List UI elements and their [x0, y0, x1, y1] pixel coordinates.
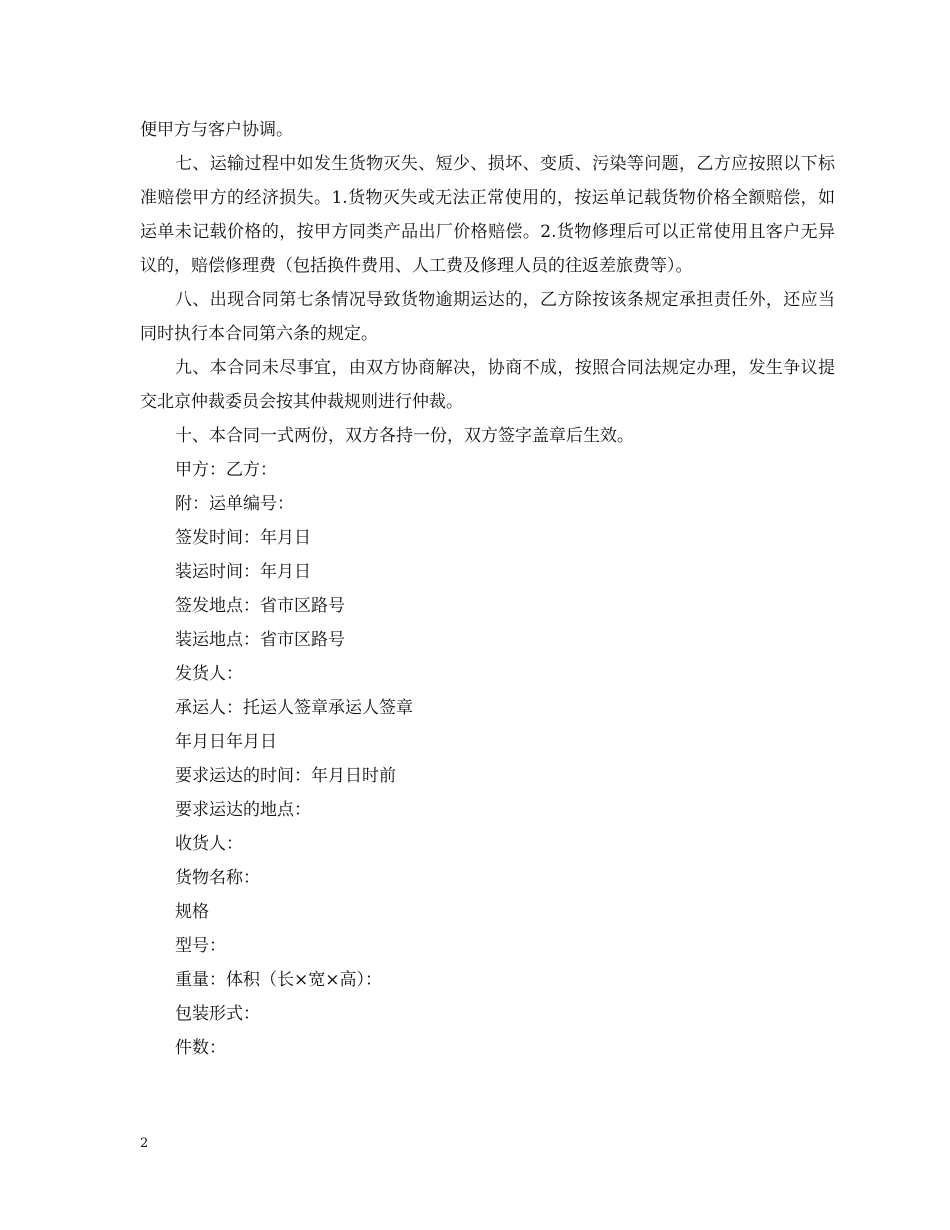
- clause-9: 九、本合同未尽事宜，由双方协商解决，协商不成，按照合同法规定办理，发生争议提交北京仲裁委员会按其仲裁规则进行仲裁。: [140, 358, 835, 412]
- field-carrier: 承运人：托运人签章承运人签章: [175, 698, 413, 718]
- field-packaging: 包装形式：: [175, 1004, 260, 1024]
- clause-8: 八、出现合同第七条情况导致货物逾期运达的，乙方除按该条规定承担责任外，还应当同时执行本合同第六条的规定。: [140, 290, 835, 344]
- clause-7: 七、运输过程中如发生货物灭失、短少、损坏、变质、污染等问题，乙方应按照以下标准赔偿甲方的经济损失。1.货物灭失或无法正常使用的，按运单记载货物价格全额赔偿，如运单未记载价格的，按甲方同类产品出厂价格赔偿。2.货物修理后可以正常使用且客户无异议的，赔偿修理费（包括换件费用、人工费及修理人员的往返差旅费等）。: [140, 154, 835, 276]
- field-sign-dates: 年月日年月日: [175, 732, 277, 752]
- field-required-arrival-place: 要求运达的地点：: [175, 800, 311, 820]
- field-weight-volume: 重量：体积（长×宽×高）：: [175, 970, 382, 990]
- field-issue-place: 签发地点：省市区路号: [175, 596, 345, 616]
- field-piece-count: 件数：: [175, 1038, 226, 1058]
- field-loading-place: 装运地点：省市区路号: [175, 630, 345, 650]
- field-parties: 甲方：乙方：: [175, 460, 277, 480]
- document-body: [140, 113, 835, 1065]
- field-goods-name: 货物名称：: [175, 868, 260, 888]
- field-shipper: 发货人：: [175, 664, 243, 684]
- field-loading-time: 装运时间：年月日: [175, 562, 311, 582]
- field-issue-time: 签发时间：年月日: [175, 528, 311, 548]
- field-consignee: 收货人：: [175, 834, 243, 854]
- page-number: 2: [140, 1136, 149, 1151]
- clause-10: 十、本合同一式两份，双方各持一份，双方签字盖章后生效。: [175, 426, 634, 446]
- paragraph-continuation: 便甲方与客户协调。: [140, 120, 293, 140]
- field-specification: 规格: [175, 902, 209, 922]
- form-fields: [140, 453, 835, 1065]
- field-required-arrival-time: 要求运达的时间：年月日时前: [175, 766, 396, 786]
- field-model: 型号：: [175, 936, 226, 956]
- field-waybill-number: 附：运单编号：: [175, 494, 294, 514]
